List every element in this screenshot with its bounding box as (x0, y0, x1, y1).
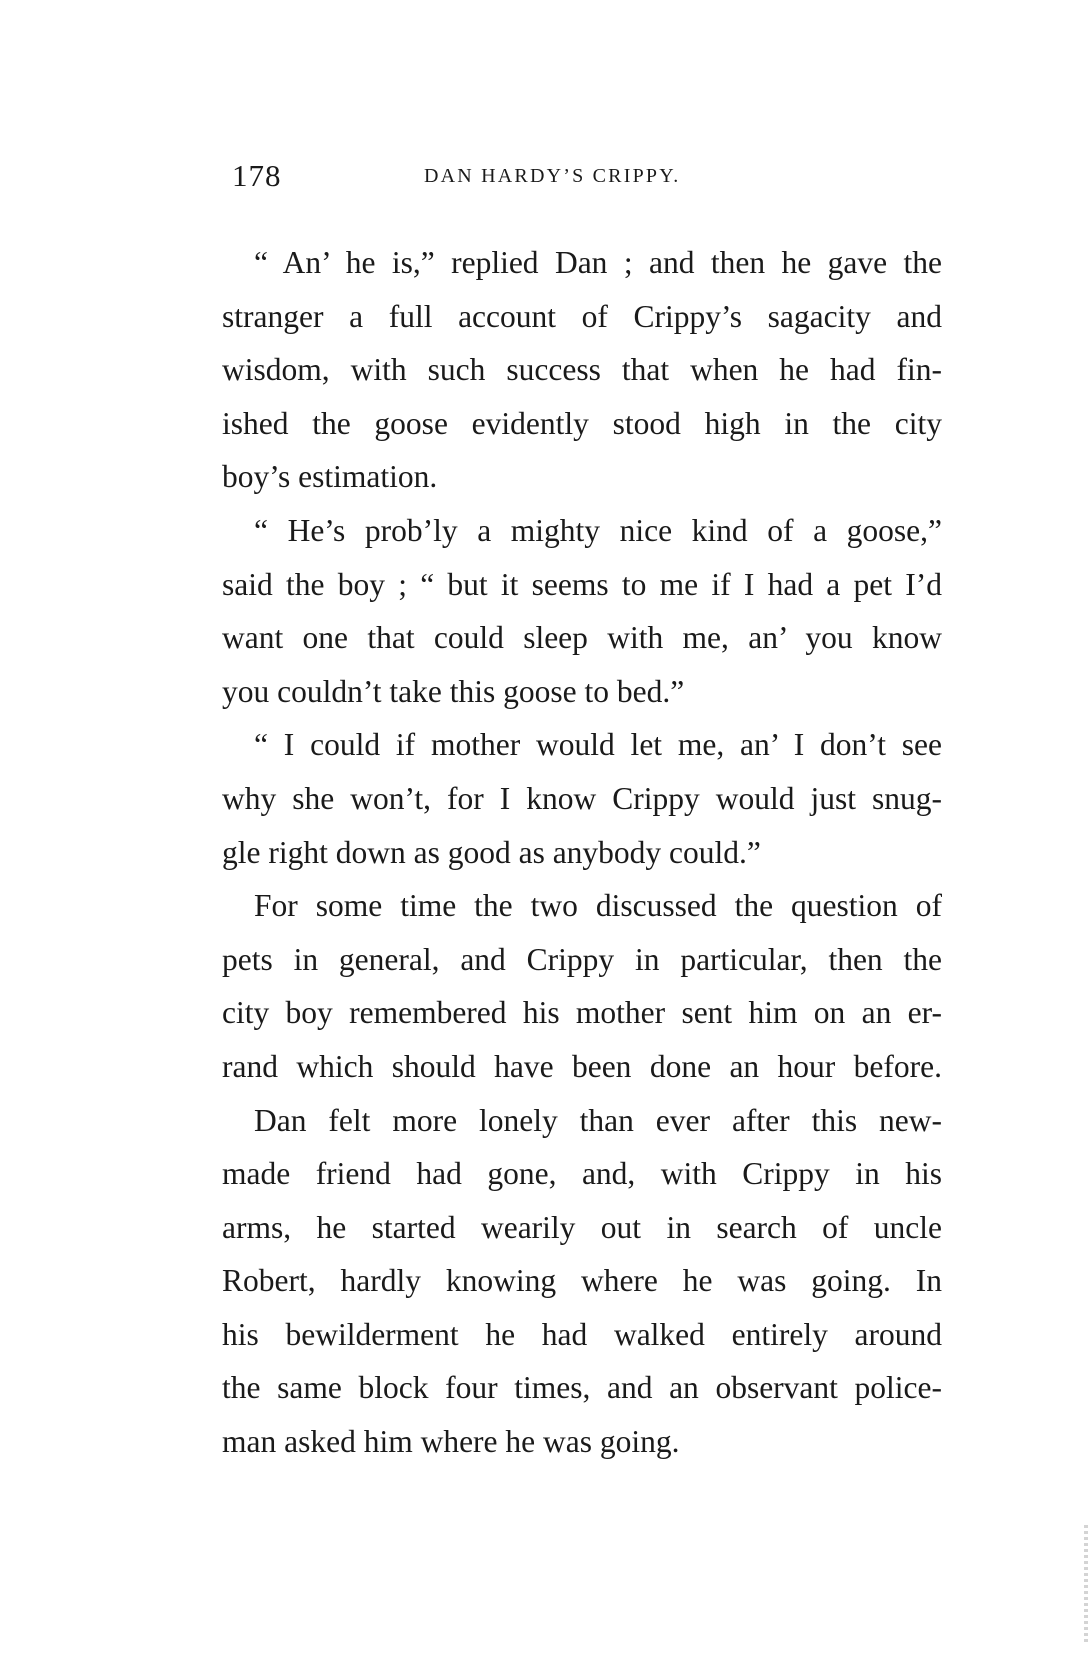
text-line: Robert, hardly knowing where he was going. In (222, 1263, 942, 1299)
paragraph (222, 236, 942, 504)
page-header (232, 158, 942, 198)
text-line: arms, he started wearily out in search of uncle (222, 1209, 942, 1245)
running-title: DAN HARDY’S CRIPPY. (424, 165, 681, 187)
text-line: said the boy ; “ but it seems to me if I had a pet I’d (222, 566, 942, 602)
text-line: rand which should have been done an hour before. (222, 1048, 942, 1084)
paragraph (222, 504, 942, 718)
text-line: “ An’ he is,” replied Dan ; and then he gave the (254, 245, 942, 280)
page-number: 178 (232, 158, 282, 193)
text-line: “ He’s prob’ly a mighty nice kind of a goose,” (254, 512, 942, 548)
text-line: why she won’t, for I know Crippy would just snug- (222, 780, 942, 816)
text-line: gle right down as good as anybody could.” (222, 834, 761, 870)
text-line: stranger a full account of Crippy’s sagacity and (222, 298, 942, 334)
text-line: want one that could sleep with me, an’ you know (222, 620, 942, 656)
text-line: made friend had gone, and, with Crippy in his (222, 1156, 942, 1192)
text-line: Dan felt more lonely than ever after this new- (254, 1102, 942, 1138)
body-text (222, 236, 942, 1469)
text-line: pets in general, and Crippy in particular, then the (222, 941, 942, 977)
text-line: For some time the two discussed the question of (254, 888, 942, 924)
text-line: wisdom, with such success that when he had fin- (222, 352, 942, 388)
paragraph (222, 1094, 942, 1469)
text-line: boy’s estimation. (222, 459, 438, 495)
text-line: “ I could if mother would let me, an’ I don’t see (254, 727, 942, 763)
paragraph (222, 879, 942, 1093)
text-line: ished the goose evidently stood high in the city (222, 405, 942, 441)
text-line: man asked him where he was going. (222, 1424, 680, 1460)
text-line: you couldn’t take this goose to bed.” (222, 673, 685, 709)
text-line: city boy remembered his mother sent him on an er- (222, 995, 942, 1031)
text-line: the same block four times, and an observant police- (222, 1370, 942, 1406)
text-line: his bewilderment he had walked entirely around (222, 1316, 942, 1352)
paragraph (222, 718, 942, 879)
scan-edge-mark (1084, 1525, 1088, 1645)
